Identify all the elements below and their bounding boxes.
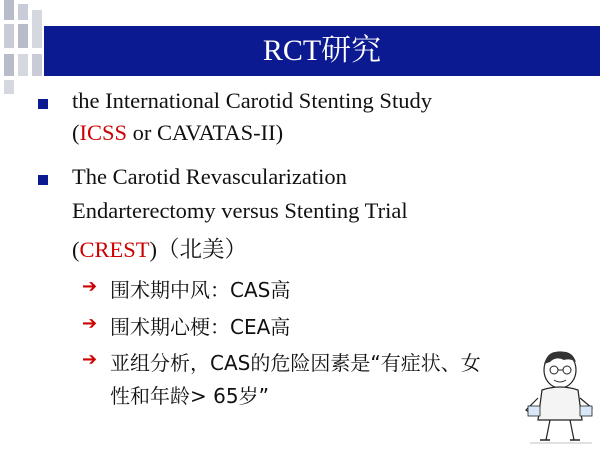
bullet-2-line-1 <box>72 164 347 190</box>
square-bullet-icon <box>38 99 48 109</box>
right-arrow-icon: ➔ <box>82 276 98 297</box>
icss-highlight: ICSS <box>79 120 128 145</box>
bullet-2-line-3 <box>72 232 247 264</box>
right-arrow-icon: ➔ <box>82 313 98 334</box>
crest-highlight: CREST <box>79 237 150 262</box>
bullet-text: the International Carotid Stenting Study <box>72 88 432 113</box>
bullet-text: )（北美） <box>149 237 248 262</box>
corner-decoration <box>0 0 44 96</box>
bullet-1-line-1 <box>72 88 432 114</box>
sub-bullet-3-line-2: 性和年龄> 65岁” <box>110 384 269 408</box>
bullet-text: or CAVATAS-II) <box>127 120 284 145</box>
sub-bullet-2: 围术期心梗：CEA高 <box>110 315 291 339</box>
sub-bullet-1: 围术期中风：CAS高 <box>110 278 291 302</box>
right-arrow-icon: ➔ <box>82 349 98 370</box>
sub-bullet-3-line-1: 亚组分析，CAS的危险因素是“有症状、女 <box>110 351 481 375</box>
cartoon-doctor-illustration <box>522 348 598 446</box>
slide-title: RCT研究 <box>262 34 382 67</box>
bullet-text: Endarterectomy versus Stenting Trial <box>72 198 408 223</box>
bullet-text: ( <box>72 237 80 262</box>
bullet-text: ( <box>72 120 80 145</box>
bullet-1-line-2 <box>72 120 283 146</box>
bullet-text: The Carotid Revascularization <box>72 164 347 189</box>
square-bullet-icon <box>38 175 48 185</box>
bullet-2-line-2 <box>72 198 408 224</box>
